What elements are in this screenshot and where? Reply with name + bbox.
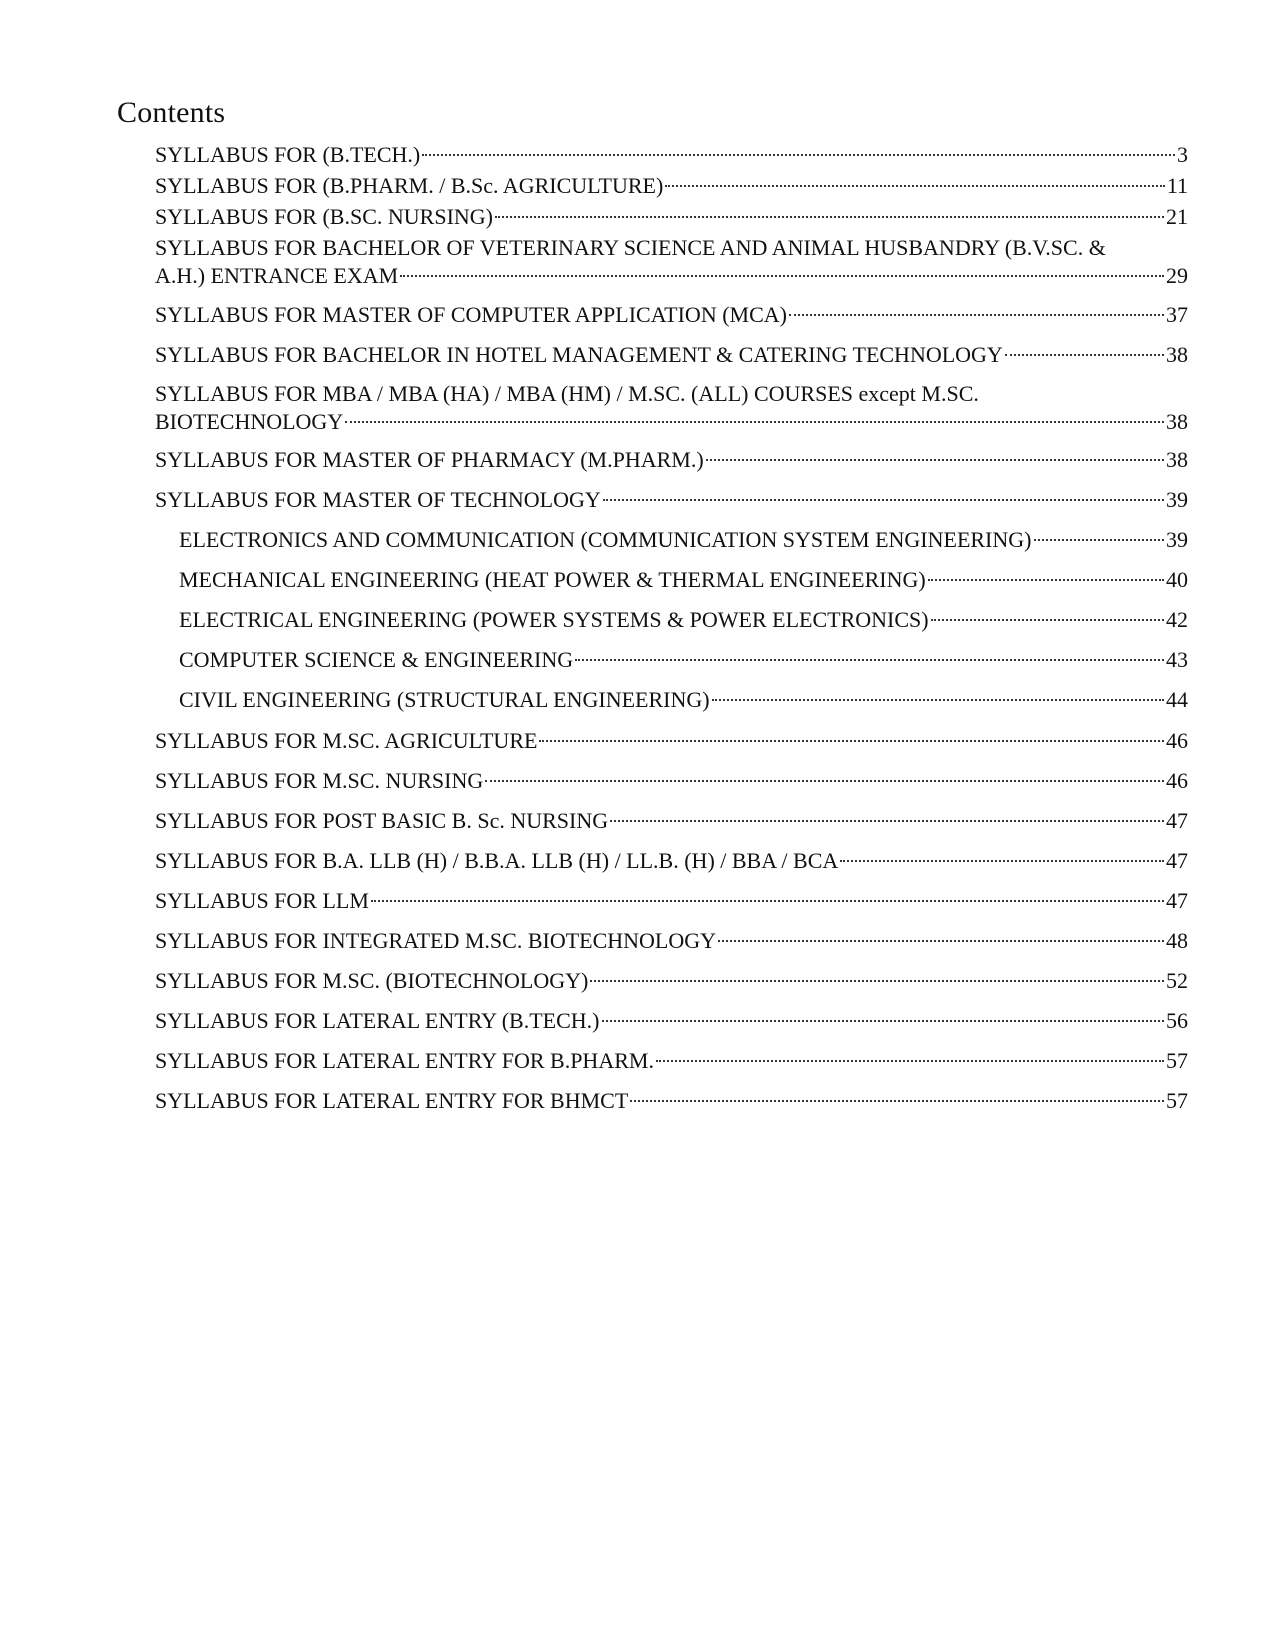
toc-entry-mca[interactable] <box>155 301 1188 329</box>
dot-leader <box>485 779 1164 782</box>
toc-entry-first-line: SYLLABUS FOR MBA / MBA (HA) / MBA (HM) / M.SC. (ALL) COURSES except M.SC. <box>155 381 979 406</box>
toc-entry-mpharm[interactable] <box>155 446 1188 474</box>
dot-leader <box>928 578 1164 581</box>
toc-entry-label: MECHANICAL ENGINEERING (HEAT POWER & THERMAL ENGINEERING) <box>179 567 926 592</box>
toc-entry-page: 56 <box>1166 1008 1188 1033</box>
toc-entry-label: A.H.) ENTRANCE EXAM <box>155 263 399 288</box>
toc-entry-bvsc-ah[interactable] <box>155 234 1188 290</box>
toc-entry-first-line: SYLLABUS FOR BACHELOR OF VETERINARY SCIENCE AND ANIMAL HUSBANDRY (B.V.SC. & <box>155 235 1106 260</box>
toc-entry-post-basic-bsc-nursing[interactable] <box>155 807 1188 835</box>
dot-leader <box>610 819 1164 822</box>
toc-entry-msc-agriculture[interactable] <box>155 727 1188 755</box>
toc-entry-label: SYLLABUS FOR INTEGRATED M.SC. BIOTECHNOLOGY <box>155 928 717 953</box>
dot-leader <box>840 859 1164 862</box>
toc-entry-label: SYLLABUS FOR LATERAL ENTRY FOR BHMCT <box>155 1088 629 1113</box>
dot-leader <box>590 979 1164 982</box>
dot-leader <box>400 274 1164 277</box>
toc-entry-page: 57 <box>1166 1088 1188 1113</box>
dot-leader <box>1034 538 1165 541</box>
toc-entry-page: 43 <box>1166 647 1188 672</box>
toc-entry-label: BIOTECHNOLOGY <box>155 409 344 434</box>
dot-leader <box>718 939 1164 942</box>
toc-subentry-electronics-communication[interactable] <box>179 526 1188 554</box>
toc-entry-llm[interactable] <box>155 887 1188 915</box>
toc-entry-label: SYLLABUS FOR M.SC. AGRICULTURE <box>155 728 538 753</box>
toc-entry-page: 38 <box>1166 447 1188 472</box>
toc-entry-label: SYLLABUS FOR MASTER OF TECHNOLOGY <box>155 487 601 512</box>
dot-leader <box>495 215 1164 218</box>
toc-title: Contents <box>117 96 226 129</box>
dot-leader <box>371 899 1164 902</box>
toc-entry-label: SYLLABUS FOR (B.PHARM. / B.Sc. AGRICULTURE) <box>155 173 664 198</box>
toc-subentry-electrical[interactable] <box>179 606 1188 634</box>
toc-entry-bpharm-bsc-agriculture[interactable] <box>155 172 1188 200</box>
toc-entry-label: SYLLABUS FOR B.A. LLB (H) / B.B.A. LLB (H) / LL.B. (H) / BBA / BCA <box>155 848 839 873</box>
toc-entry-label: CIVIL ENGINEERING (STRUCTURAL ENGINEERING) <box>179 687 710 712</box>
toc-subentry-civil[interactable] <box>179 686 1188 714</box>
toc-entry-page: 44 <box>1166 687 1188 712</box>
toc-entry-page: 39 <box>1166 487 1188 512</box>
toc-entry-label: SYLLABUS FOR LLM <box>155 888 369 913</box>
toc-entry-label: SYLLABUS FOR (B.TECH.) <box>155 142 421 167</box>
toc-entry-label: SYLLABUS FOR (B.SC. NURSING) <box>155 204 494 229</box>
dot-leader <box>575 658 1164 661</box>
toc-entry-label: ELECTRONICS AND COMMUNICATION (COMMUNICATION SYSTEM ENGINEERING) <box>179 527 1032 552</box>
toc-entry-msc-nursing[interactable] <box>155 767 1188 795</box>
toc-entry-label: SYLLABUS FOR POST BASIC B. Sc. NURSING <box>155 808 609 833</box>
toc-entry-page: 29 <box>1166 263 1188 288</box>
toc-entry-page: 52 <box>1166 968 1188 993</box>
toc-subentry-computer-science[interactable] <box>179 646 1188 674</box>
toc-entry-bhmct[interactable] <box>155 341 1188 369</box>
toc-entry-lateral-btech[interactable] <box>155 1007 1188 1035</box>
toc-entry-label: SYLLABUS FOR MASTER OF PHARMACY (M.PHARM.) <box>155 447 704 472</box>
dot-leader <box>1005 353 1164 356</box>
toc-entry-page: 47 <box>1166 888 1188 913</box>
dot-leader <box>931 618 1164 621</box>
dot-leader <box>602 1019 1165 1022</box>
toc-entry-page: 47 <box>1166 808 1188 833</box>
dot-leader <box>630 1099 1164 1102</box>
toc-entry-page: 46 <box>1166 728 1188 753</box>
toc-entry-label: SYLLABUS FOR M.SC. (BIOTECHNOLOGY) <box>155 968 589 993</box>
toc-entry-page: 57 <box>1166 1048 1188 1073</box>
dot-leader <box>345 420 1164 423</box>
toc-entry-label: COMPUTER SCIENCE & ENGINEERING <box>179 647 574 672</box>
dot-leader <box>789 313 1164 316</box>
dot-leader <box>422 153 1175 156</box>
toc-entry-page: 47 <box>1166 848 1188 873</box>
toc-entry-label: SYLLABUS FOR LATERAL ENTRY FOR B.PHARM. <box>155 1048 654 1073</box>
toc-entry-label: SYLLABUS FOR M.SC. NURSING <box>155 768 484 793</box>
toc-entry-label: ELECTRICAL ENGINEERING (POWER SYSTEMS & POWER ELECTRONICS) <box>179 607 929 632</box>
toc-entry-page: 11 <box>1166 173 1188 198</box>
dot-leader <box>656 1059 1164 1062</box>
toc-entry-mtech[interactable] <box>155 486 1188 514</box>
toc-entry-page: 38 <box>1166 342 1188 367</box>
dot-leader <box>539 739 1164 742</box>
toc-entry-page: 40 <box>1166 567 1188 592</box>
dot-leader <box>603 498 1164 501</box>
toc-entry-page: 42 <box>1166 607 1188 632</box>
toc-entry-page: 3 <box>1177 142 1188 167</box>
toc-entry-integrated-msc-biotech[interactable] <box>155 927 1188 955</box>
toc-entry-msc-biotech[interactable] <box>155 967 1188 995</box>
toc-entry-page: 38 <box>1166 409 1188 434</box>
toc-entry-lateral-bhmct[interactable] <box>155 1087 1188 1115</box>
toc-subentry-mechanical[interactable] <box>179 566 1188 594</box>
toc-entry-mba-msc[interactable] <box>155 380 1188 436</box>
toc-entry-label: SYLLABUS FOR LATERAL ENTRY (B.TECH.) <box>155 1008 600 1033</box>
toc-entry-btech[interactable] <box>155 141 1188 169</box>
toc-entry-lateral-bpharm[interactable] <box>155 1047 1188 1075</box>
toc-entry-law-bba-bca[interactable] <box>155 847 1188 875</box>
toc-entry-page: 39 <box>1166 527 1188 552</box>
toc-entry-label: SYLLABUS FOR BACHELOR IN HOTEL MANAGEMENT & CATERING TECHNOLOGY <box>155 342 1003 367</box>
toc-entry-page: 48 <box>1166 928 1188 953</box>
toc-entry-bsc-nursing[interactable] <box>155 203 1188 231</box>
toc-entry-page: 37 <box>1166 302 1188 327</box>
toc-entry-page: 46 <box>1166 768 1188 793</box>
toc-entry-label: SYLLABUS FOR MASTER OF COMPUTER APPLICATION (MCA) <box>155 302 787 327</box>
dot-leader <box>706 458 1164 461</box>
dot-leader <box>665 184 1164 187</box>
dot-leader <box>712 698 1164 701</box>
toc-entry-page: 21 <box>1166 204 1188 229</box>
